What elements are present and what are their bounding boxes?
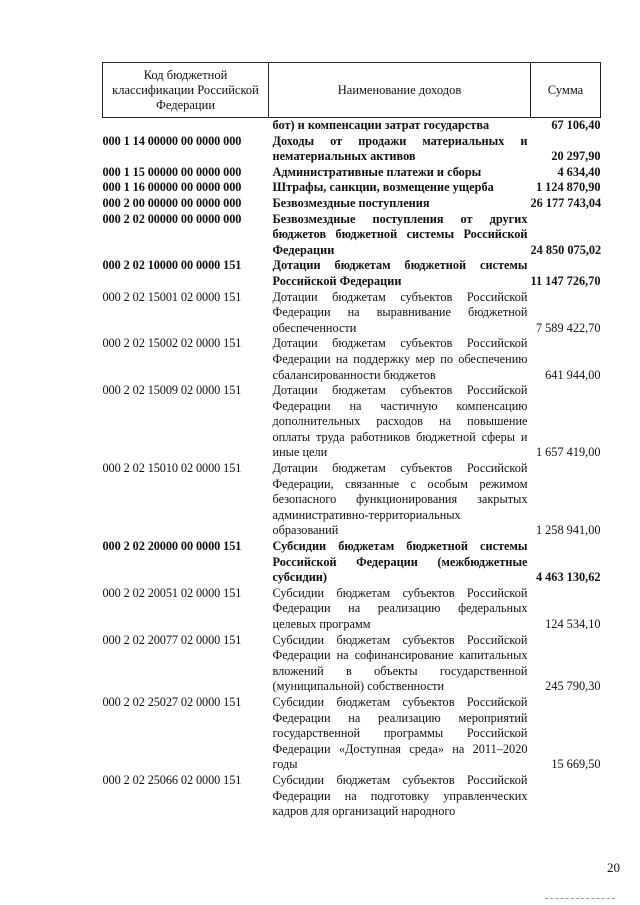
row-name: Дотации бюджетам субъектов Российской Федерации на выравнивание бюджетной обеспеченности xyxy=(272,289,528,335)
row-name: Штрафы, санкции, возмещение ущерба xyxy=(272,180,494,195)
header-name: Наименование доходов xyxy=(269,63,531,118)
table-row xyxy=(103,633,601,695)
table-body xyxy=(103,118,601,820)
row-sum: 15 669,50 xyxy=(551,757,601,772)
row-code: 000 2 02 25066 02 0000 151 xyxy=(102,772,242,787)
row-sum: 4 634,40 xyxy=(557,164,601,179)
row-sum: 26 177 743,04 xyxy=(530,195,602,210)
row-sum: 1 657 419,00 xyxy=(535,445,601,460)
table-row xyxy=(103,290,601,337)
table-row xyxy=(103,539,601,586)
row-name: Субсидии бюджетам бюджетной системы Российской Федерации (межбюджетные субсидии) xyxy=(272,539,528,585)
table-row xyxy=(103,586,601,633)
footer-line xyxy=(545,898,615,900)
row-sum: 1 258 941,00 xyxy=(535,523,601,538)
table-row xyxy=(103,118,601,134)
row-sum: 4 463 130,62 xyxy=(535,570,601,585)
row-sum: 67 106,40 xyxy=(551,118,601,132)
page-number: 20 xyxy=(607,860,620,875)
table-row xyxy=(103,695,601,773)
row-sum: 20 297,90 xyxy=(551,149,601,164)
row-name: Безвозмездные поступления от других бюджетов бюджетной системы Российской Федерации xyxy=(272,211,528,257)
table-row xyxy=(103,196,601,212)
row-name: Дотации бюджетам бюджетной системы Российской Федерации xyxy=(272,258,528,288)
row-code: 000 1 14 00000 00 0000 000 xyxy=(102,133,242,148)
table-row xyxy=(103,180,601,196)
row-code xyxy=(103,118,269,134)
table-row xyxy=(103,383,601,461)
revenue-table xyxy=(102,62,601,820)
row-sum: 11 147 726,70 xyxy=(530,273,601,288)
table-row xyxy=(103,258,601,289)
row-name: Субсидии бюджетам субъектов Российской Федерации на подготовку управленческих кадров для организаций народного xyxy=(272,772,528,819)
row-sum: 124 534,10 xyxy=(545,617,601,631)
header-code: Код бюджетной классификации Российской Федерации xyxy=(103,63,269,118)
table-row xyxy=(103,212,601,259)
row-name: Субсидии бюджетам субъектов Российской Федерации на софинансирование капитальных вложений в объекты государственной (муниципальной) собственности xyxy=(272,632,528,694)
row-sum xyxy=(531,773,601,820)
row-name: Субсидии бюджетам субъектов Российской Федерации на реализацию мероприятий государственной программы Российской Федерации «Доступная среда» на 2011–2020 годы xyxy=(272,694,528,772)
row-sum: 7 589 422,70 xyxy=(535,320,601,335)
row-code: 000 2 02 10000 00 0000 151 xyxy=(102,258,242,273)
row-sum: 1 124 870,90 xyxy=(535,180,601,195)
row-code: 000 1 16 00000 00 0000 000 xyxy=(102,180,242,195)
table-row xyxy=(103,134,601,165)
row-code: 000 1 15 00000 00 0000 000 xyxy=(102,164,242,179)
row-name: бот) и компенсации затрат государства xyxy=(272,118,490,132)
row-code: 000 2 02 25027 02 0000 151 xyxy=(102,694,242,709)
row-name: Дотации бюджетам субъектов Российской Федерации, связанные с особым режимом безопасного функционирования закрытых административно-территориальных образований xyxy=(272,461,528,538)
row-code: 000 2 02 20000 00 0000 151 xyxy=(102,539,242,554)
table-row xyxy=(103,461,601,539)
row-code: 000 2 02 00000 00 0000 000 xyxy=(102,211,242,226)
row-sum: 24 850 075,02 xyxy=(530,242,602,257)
row-name: Субсидии бюджетам субъектов Российской Федерации на реализацию федеральных целевых программ xyxy=(272,585,528,631)
row-code: 000 2 00 00000 00 0000 000 xyxy=(102,195,242,210)
row-name: Доходы от продажи материальных и нематериальных активов xyxy=(272,133,528,164)
row-name: Безвозмездные поступления xyxy=(272,195,430,210)
table-header-row xyxy=(103,63,601,118)
row-sum: 245 790,30 xyxy=(545,679,601,694)
row-code: 000 2 02 20051 02 0000 151 xyxy=(102,585,242,600)
header-sum: Сумма xyxy=(531,63,601,118)
row-name: Дотации бюджетам субъектов Российской Федерации на частичную компенсацию дополнительных расходов на повышение оплаты труда работников бюджетной сферы и иные цели xyxy=(272,383,528,460)
row-name: Административные платежи и сборы xyxy=(272,164,482,179)
row-code: 000 2 02 15001 02 0000 151 xyxy=(102,289,242,304)
table-row xyxy=(103,773,601,820)
row-name: Дотации бюджетам субъектов Российской Федерации на поддержку мер по обеспечению сбалансированности бюджетов xyxy=(272,336,528,382)
row-code: 000 2 02 15010 02 0000 151 xyxy=(102,461,242,476)
row-code: 000 2 02 15002 02 0000 151 xyxy=(102,336,242,351)
table-row xyxy=(103,165,601,181)
row-code: 000 2 02 20077 02 0000 151 xyxy=(102,632,242,647)
row-code: 000 2 02 15009 02 0000 151 xyxy=(102,383,242,398)
table-row xyxy=(103,336,601,383)
row-sum: 641 944,00 xyxy=(545,367,601,382)
